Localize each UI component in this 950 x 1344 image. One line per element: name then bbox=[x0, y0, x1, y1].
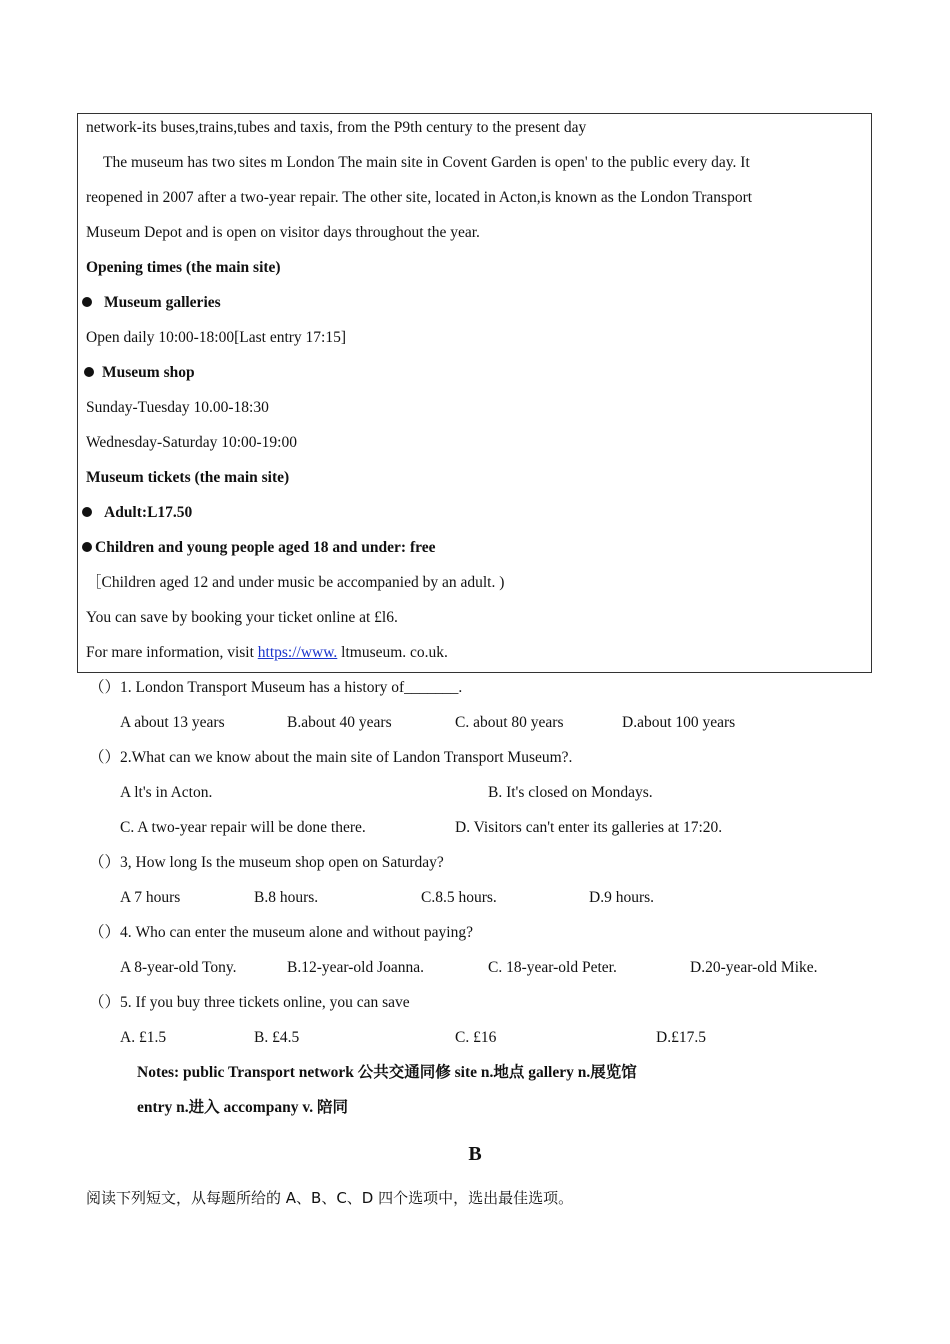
section-b-instruction: 阅读下列短文，从每题所给的 A、B、C、D 四个选项中，选出最佳选项。 bbox=[86, 1189, 574, 1207]
museum-website-link[interactable]: https://www. bbox=[257, 644, 338, 661]
question-3-option-a: A 7 hours bbox=[120, 889, 181, 906]
question-1-option-d: D.about 100 years bbox=[622, 714, 736, 731]
more-info-line bbox=[86, 643, 448, 663]
adult-price: Adult:L17.50 bbox=[104, 504, 193, 521]
question-2-option-d: D. Visitors can't enter its galleries at 17:20. bbox=[455, 819, 723, 836]
question-5-option-d: D.£17.5 bbox=[656, 1029, 706, 1046]
question-2-option-b: B. It's closed on Mondays. bbox=[488, 784, 653, 801]
question-4-option-c: C. 18-year-old Peter. bbox=[488, 959, 617, 976]
shop-hours-1: Sunday-Tuesday 10.00-18:30 bbox=[86, 399, 269, 416]
question-1-stem: （）1. London Transport Museum has a history of_______. bbox=[89, 679, 463, 696]
galleries-hours: Open daily 10:00-18:00[Last entry 17:15] bbox=[86, 329, 347, 346]
question-3-option-c: C.8.5 hours. bbox=[421, 889, 497, 906]
adult-ticket-item bbox=[82, 503, 192, 523]
bullet-icon bbox=[82, 507, 92, 517]
shop-item bbox=[84, 363, 195, 383]
question-2-option-a: A lt's in Acton. bbox=[120, 784, 213, 801]
shop-heading: Museum shop bbox=[102, 364, 195, 381]
passage-line-1: network-its buses,trains,tubes and taxis, from the P9th century to the present day bbox=[86, 119, 587, 136]
bullet-icon bbox=[82, 542, 92, 552]
question-1-option-a: A about 13 years bbox=[120, 714, 225, 731]
question-3-option-d: D.9 hours. bbox=[589, 889, 655, 906]
question-3-stem: （）3, How long Is the museum shop open on Saturday? bbox=[89, 854, 444, 871]
children-ticket-item bbox=[82, 538, 435, 558]
galleries-heading: Museum galleries bbox=[104, 294, 221, 311]
question-5-option-c: C. £16 bbox=[455, 1029, 497, 1046]
children-price: Children and young people aged 18 and under: free bbox=[95, 539, 436, 556]
question-4-option-b: B.12-year-old Joanna. bbox=[287, 959, 424, 976]
question-4-option-a: A 8-year-old Tony. bbox=[120, 959, 237, 976]
passage-line-4: Museum Depot and is open on visitor days throughout the year. bbox=[86, 224, 480, 241]
accompany-note: ［Children aged 12 and under music be accompanied by an adult. ) bbox=[86, 574, 505, 591]
passage-line-3: reopened in 2007 after a two-year repair. The other site, located in Acton,is known as the London Transport bbox=[86, 189, 753, 206]
question-3-option-b: B.8 hours. bbox=[254, 889, 319, 906]
vocabulary-notes-line-2: entry n.进入 accompany v. 陪同 bbox=[137, 1099, 348, 1116]
question-5-stem: （）5. If you buy three tickets online, you can save bbox=[89, 994, 410, 1011]
galleries-item bbox=[82, 293, 221, 313]
question-5-option-a: A. £1.5 bbox=[120, 1029, 167, 1046]
bullet-icon bbox=[84, 367, 94, 377]
bullet-icon bbox=[82, 297, 92, 307]
opening-times-heading: Opening times (the main site) bbox=[86, 259, 281, 276]
question-4-option-d: D.20-year-old Mike. bbox=[690, 959, 818, 976]
question-5-option-b: B. £4.5 bbox=[254, 1029, 300, 1046]
passage-line-2: The museum has two sites m London The main site in Covent Garden is open' to the public every day. It bbox=[103, 154, 750, 171]
question-1-option-b: B.about 40 years bbox=[287, 714, 392, 731]
info-prefix: For mare information, visit bbox=[86, 644, 258, 661]
vocabulary-notes-line-1: Notes: public Transport network 公共交通同修 site n.地点 gallery n.展览馆 bbox=[137, 1064, 637, 1081]
section-b-heading: B bbox=[468, 1143, 482, 1165]
question-1-option-c: C. about 80 years bbox=[455, 714, 564, 731]
shop-hours-2: Wednesday-Saturday 10:00-19:00 bbox=[86, 434, 297, 451]
info-suffix: ltmuseum. co.uk. bbox=[337, 644, 448, 661]
save-online-text: You can save by booking your ticket online at £l6. bbox=[86, 609, 398, 626]
tickets-heading: Museum tickets (the main site) bbox=[86, 469, 290, 486]
reading-passage-box bbox=[77, 113, 872, 673]
question-2-option-c: C. A two-year repair will be done there. bbox=[120, 819, 366, 836]
question-2-stem: （）2.What can we know about the main site of Landon Transport Museum?. bbox=[89, 749, 573, 766]
question-4-stem: （）4. Who can enter the museum alone and without paying? bbox=[89, 924, 473, 941]
